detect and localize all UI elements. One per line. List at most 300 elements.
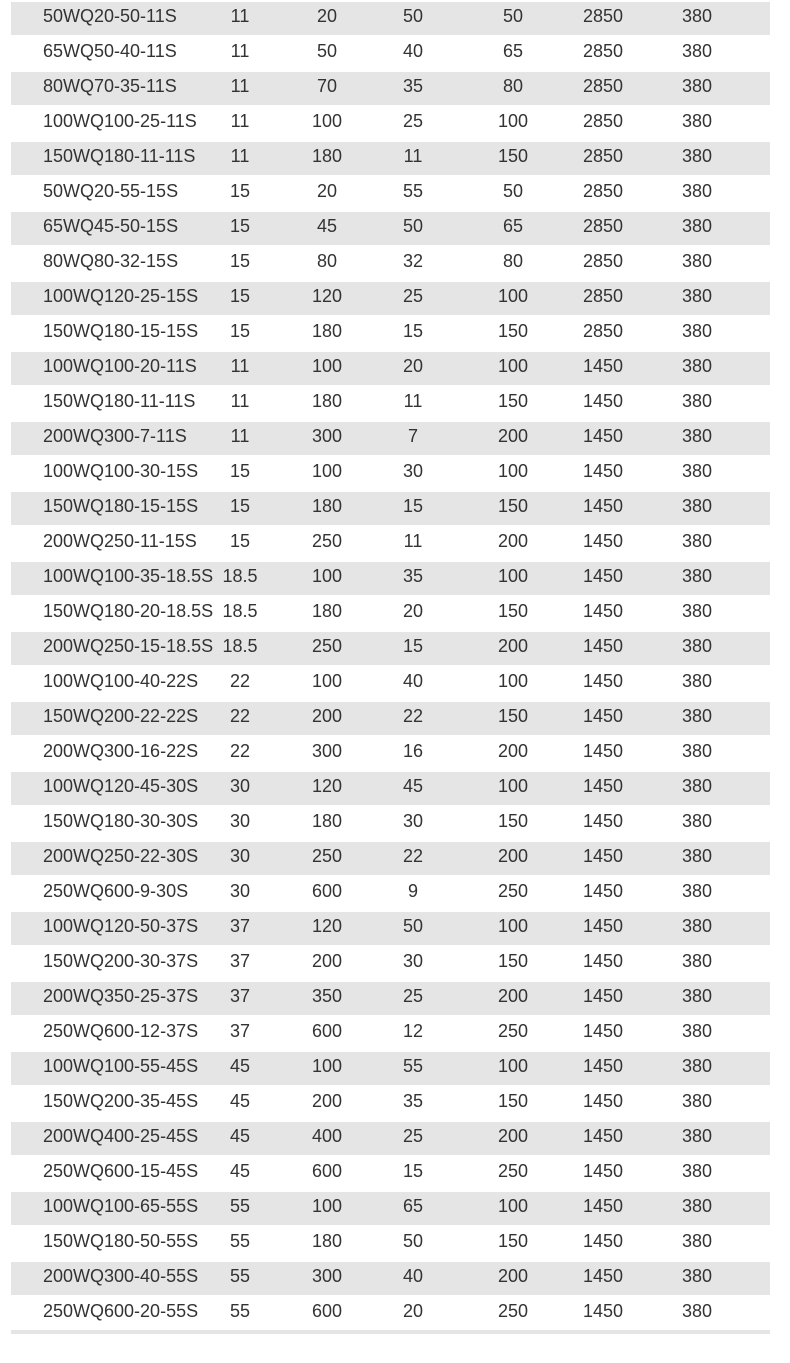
cell-head: 25 bbox=[402, 986, 424, 1006]
table-row bbox=[11, 735, 770, 770]
cell-diameter: 65 bbox=[502, 216, 524, 236]
cell-voltage: 380 bbox=[681, 1091, 713, 1111]
cell-speed: 1450 bbox=[582, 636, 624, 656]
cell-voltage: 380 bbox=[681, 76, 713, 96]
cell-head: 11 bbox=[403, 391, 423, 411]
cell-power: 15 bbox=[229, 461, 251, 481]
cell-speed: 1450 bbox=[582, 1091, 624, 1111]
cell-head: 15 bbox=[402, 636, 424, 656]
cell-voltage: 380 bbox=[681, 1056, 713, 1076]
cell-flow: 180 bbox=[311, 391, 343, 411]
cell-model: 200WQ300-40-55S bbox=[43, 1266, 199, 1286]
cell-speed: 1450 bbox=[582, 1056, 624, 1076]
cell-diameter: 100 bbox=[497, 566, 529, 586]
table-row bbox=[11, 105, 770, 140]
cell-model: 100WQ100-55-45S bbox=[43, 1056, 199, 1076]
cell-head: 35 bbox=[402, 566, 424, 586]
cell-flow: 80 bbox=[316, 251, 338, 271]
cell-speed: 1450 bbox=[582, 986, 624, 1006]
cell-voltage: 380 bbox=[681, 1126, 713, 1146]
cell-flow: 100 bbox=[311, 566, 343, 586]
table-row bbox=[11, 315, 770, 350]
cell-model: 100WQ100-20-11S bbox=[43, 356, 197, 376]
cell-head: 65 bbox=[402, 1196, 424, 1216]
cell-head: 50 bbox=[402, 1231, 424, 1251]
cell-speed: 1450 bbox=[582, 846, 624, 866]
cell-model: 150WQ200-35-45S bbox=[43, 1091, 199, 1111]
table-row bbox=[11, 1190, 770, 1225]
cell-speed: 1450 bbox=[582, 1126, 624, 1146]
cell-diameter: 100 bbox=[497, 111, 529, 131]
cell-diameter: 100 bbox=[497, 356, 529, 376]
cell-model: 250WQ600-20-55S bbox=[43, 1301, 199, 1321]
cell-speed: 2850 bbox=[582, 146, 624, 166]
cell-diameter: 80 bbox=[502, 76, 524, 96]
cell-model: 200WQ250-22-30S bbox=[43, 846, 199, 866]
table-row bbox=[11, 595, 770, 630]
cell-model: 80WQ70-35-11S bbox=[43, 76, 177, 96]
cell-voltage: 380 bbox=[681, 496, 713, 516]
table-row bbox=[11, 490, 770, 525]
cell-diameter: 100 bbox=[497, 1056, 529, 1076]
cell-voltage: 380 bbox=[681, 776, 713, 796]
table-row bbox=[11, 560, 770, 595]
cell-head: 22 bbox=[402, 706, 424, 726]
cell-speed: 2850 bbox=[582, 76, 624, 96]
cell-diameter: 200 bbox=[497, 1266, 529, 1286]
cell-power: 15 bbox=[229, 531, 251, 551]
table-row bbox=[11, 420, 770, 455]
cell-flow: 120 bbox=[311, 286, 343, 306]
cell-head: 22 bbox=[402, 846, 424, 866]
cell-flow: 50 bbox=[316, 41, 338, 61]
cell-head: 25 bbox=[402, 286, 424, 306]
cell-model: 65WQ50-40-11S bbox=[43, 41, 177, 61]
cell-head: 35 bbox=[402, 76, 424, 96]
cell-speed: 1450 bbox=[582, 1161, 624, 1181]
cell-diameter: 150 bbox=[497, 321, 529, 341]
cell-head: 9 bbox=[407, 881, 418, 901]
cell-model: 150WQ180-20-18.5S bbox=[43, 601, 214, 621]
cell-flow: 300 bbox=[311, 426, 343, 446]
table-row bbox=[11, 35, 770, 70]
cell-power: 15 bbox=[229, 496, 251, 516]
cell-model: 150WQ200-30-37S bbox=[43, 951, 199, 971]
cell-power: 45 bbox=[229, 1161, 251, 1181]
cell-diameter: 150 bbox=[497, 951, 529, 971]
cell-voltage: 380 bbox=[681, 1301, 713, 1321]
cell-flow: 20 bbox=[316, 6, 338, 26]
table-row bbox=[11, 385, 770, 420]
cell-head: 25 bbox=[402, 111, 424, 131]
cell-speed: 1450 bbox=[582, 1301, 624, 1321]
cell-speed: 1450 bbox=[582, 881, 624, 901]
cell-head: 50 bbox=[402, 216, 424, 236]
cell-diameter: 200 bbox=[497, 426, 529, 446]
cell-diameter: 150 bbox=[497, 706, 529, 726]
cell-model: 100WQ100-65-55S bbox=[43, 1196, 199, 1216]
cell-power: 11 bbox=[230, 41, 250, 61]
cell-diameter: 150 bbox=[497, 1231, 529, 1251]
cell-power: 55 bbox=[229, 1301, 251, 1321]
cell-voltage: 380 bbox=[681, 706, 713, 726]
table-row bbox=[11, 805, 770, 840]
table-row bbox=[11, 1085, 770, 1120]
cell-model: 100WQ100-40-22S bbox=[43, 671, 199, 691]
cell-head: 20 bbox=[402, 1301, 424, 1321]
cell-voltage: 380 bbox=[681, 566, 713, 586]
cell-head: 20 bbox=[402, 356, 424, 376]
cell-diameter: 200 bbox=[497, 986, 529, 1006]
cell-voltage: 380 bbox=[681, 111, 713, 131]
cell-diameter: 65 bbox=[502, 41, 524, 61]
cell-flow: 120 bbox=[311, 916, 343, 936]
cell-speed: 2850 bbox=[582, 321, 624, 341]
cell-model: 250WQ600-15-45S bbox=[43, 1161, 199, 1181]
cell-speed: 1450 bbox=[582, 671, 624, 691]
cell-diameter: 80 bbox=[502, 251, 524, 271]
cell-power: 11 bbox=[230, 146, 250, 166]
cell-power: 22 bbox=[229, 706, 251, 726]
cell-head: 50 bbox=[402, 916, 424, 936]
cell-voltage: 380 bbox=[681, 951, 713, 971]
cell-voltage: 380 bbox=[681, 216, 713, 236]
cell-voltage: 380 bbox=[681, 1196, 713, 1216]
cell-head: 35 bbox=[402, 1091, 424, 1111]
cell-model: 100WQ120-50-37S bbox=[43, 916, 199, 936]
cell-flow: 600 bbox=[311, 1161, 343, 1181]
cell-power: 45 bbox=[229, 1056, 251, 1076]
cell-power: 15 bbox=[229, 321, 251, 341]
cell-diameter: 100 bbox=[497, 461, 529, 481]
cell-flow: 120 bbox=[311, 776, 343, 796]
cell-diameter: 200 bbox=[497, 1126, 529, 1146]
cell-flow: 250 bbox=[311, 846, 343, 866]
cell-diameter: 150 bbox=[497, 811, 529, 831]
table-row bbox=[11, 840, 770, 875]
cell-speed: 1450 bbox=[582, 461, 624, 481]
cell-speed: 1450 bbox=[582, 1196, 624, 1216]
cell-power: 30 bbox=[229, 846, 251, 866]
cell-voltage: 380 bbox=[681, 1231, 713, 1251]
table-row bbox=[11, 70, 770, 105]
cell-speed: 2850 bbox=[582, 251, 624, 271]
cell-model: 150WQ200-22-22S bbox=[43, 706, 199, 726]
cell-diameter: 100 bbox=[497, 776, 529, 796]
cell-power: 18.5 bbox=[222, 601, 258, 621]
cell-power: 11 bbox=[230, 426, 250, 446]
table-row bbox=[11, 245, 770, 280]
cell-model: 80WQ80-32-15S bbox=[43, 251, 179, 271]
cell-diameter: 200 bbox=[497, 846, 529, 866]
table-row bbox=[11, 175, 770, 210]
cell-diameter: 200 bbox=[497, 531, 529, 551]
cell-voltage: 380 bbox=[681, 461, 713, 481]
cell-model: 100WQ100-30-15S bbox=[43, 461, 199, 481]
cell-diameter: 200 bbox=[497, 741, 529, 761]
cell-flow: 200 bbox=[311, 706, 343, 726]
cell-flow: 180 bbox=[311, 811, 343, 831]
cell-voltage: 380 bbox=[681, 1266, 713, 1286]
cell-flow: 100 bbox=[311, 671, 343, 691]
cell-flow: 180 bbox=[311, 496, 343, 516]
cell-voltage: 380 bbox=[681, 671, 713, 691]
cell-power: 30 bbox=[229, 776, 251, 796]
cell-model: 200WQ250-15-18.5S bbox=[43, 636, 214, 656]
cell-model: 100WQ120-25-15S bbox=[43, 286, 199, 306]
cell-model: 250WQ600-12-37S bbox=[43, 1021, 199, 1041]
cell-voltage: 380 bbox=[681, 41, 713, 61]
cell-model: 100WQ120-45-30S bbox=[43, 776, 199, 796]
cell-model: 150WQ180-15-15S bbox=[43, 496, 199, 516]
cell-power: 45 bbox=[229, 1091, 251, 1111]
cell-voltage: 380 bbox=[681, 426, 713, 446]
cell-model: 50WQ20-50-11S bbox=[43, 6, 177, 26]
cell-model: 200WQ300-7-11S bbox=[43, 426, 187, 446]
cell-power: 30 bbox=[229, 881, 251, 901]
cell-flow: 100 bbox=[311, 461, 343, 481]
cell-head: 30 bbox=[402, 461, 424, 481]
table-row bbox=[11, 630, 770, 665]
cell-speed: 1450 bbox=[582, 496, 624, 516]
cell-head: 45 bbox=[402, 776, 424, 796]
cell-speed: 1450 bbox=[582, 916, 624, 936]
cell-voltage: 380 bbox=[681, 146, 713, 166]
cell-head: 40 bbox=[402, 41, 424, 61]
table-row bbox=[11, 1295, 770, 1330]
cell-flow: 300 bbox=[311, 741, 343, 761]
cell-head: 11 bbox=[403, 146, 423, 166]
cell-power: 15 bbox=[229, 181, 251, 201]
cell-model: 150WQ180-50-55S bbox=[43, 1231, 199, 1251]
cell-model: 200WQ250-11-15S bbox=[43, 531, 197, 551]
cell-head: 40 bbox=[402, 671, 424, 691]
cell-flow: 20 bbox=[316, 181, 338, 201]
cell-flow: 600 bbox=[311, 1301, 343, 1321]
cell-speed: 2850 bbox=[582, 111, 624, 131]
cell-model: 65WQ45-50-15S bbox=[43, 216, 179, 236]
cell-speed: 2850 bbox=[582, 286, 624, 306]
cell-head: 15 bbox=[402, 1161, 424, 1181]
table-row bbox=[11, 665, 770, 700]
cell-head: 30 bbox=[402, 951, 424, 971]
cell-diameter: 50 bbox=[502, 181, 524, 201]
cell-voltage: 380 bbox=[681, 286, 713, 306]
cell-voltage: 380 bbox=[681, 1161, 713, 1181]
cell-voltage: 380 bbox=[681, 181, 713, 201]
cell-head: 30 bbox=[402, 811, 424, 831]
cell-voltage: 380 bbox=[681, 916, 713, 936]
cell-flow: 100 bbox=[311, 1056, 343, 1076]
cell-speed: 1450 bbox=[582, 951, 624, 971]
cell-voltage: 380 bbox=[681, 846, 713, 866]
cell-flow: 180 bbox=[311, 601, 343, 621]
table-row bbox=[11, 350, 770, 385]
cell-head: 7 bbox=[407, 426, 418, 446]
cell-diameter: 150 bbox=[497, 1091, 529, 1111]
cell-flow: 180 bbox=[311, 321, 343, 341]
table-row bbox=[11, 910, 770, 945]
cell-speed: 1450 bbox=[582, 811, 624, 831]
table-row bbox=[11, 980, 770, 1015]
table-row bbox=[11, 210, 770, 245]
cell-voltage: 380 bbox=[681, 251, 713, 271]
cell-model: 50WQ20-55-15S bbox=[43, 181, 179, 201]
cell-voltage: 380 bbox=[681, 6, 713, 26]
cell-diameter: 250 bbox=[497, 1021, 529, 1041]
table-row bbox=[11, 945, 770, 980]
cell-speed: 2850 bbox=[582, 6, 624, 26]
cell-flow: 350 bbox=[311, 986, 343, 1006]
cell-speed: 1450 bbox=[582, 1231, 624, 1251]
cell-speed: 1450 bbox=[582, 1266, 624, 1286]
table-row bbox=[11, 1015, 770, 1050]
cell-model: 150WQ180-11-11S bbox=[43, 146, 196, 166]
table-row bbox=[11, 140, 770, 175]
cell-speed: 1450 bbox=[582, 356, 624, 376]
cell-flow: 70 bbox=[316, 76, 338, 96]
pump-spec-table bbox=[11, 0, 770, 1330]
cell-flow: 100 bbox=[311, 1196, 343, 1216]
table-row bbox=[11, 1050, 770, 1085]
cell-head: 50 bbox=[402, 6, 424, 26]
cell-power: 15 bbox=[229, 286, 251, 306]
cell-flow: 600 bbox=[311, 881, 343, 901]
cell-head: 11 bbox=[403, 531, 423, 551]
cell-voltage: 380 bbox=[681, 881, 713, 901]
cell-flow: 250 bbox=[311, 531, 343, 551]
cell-head: 25 bbox=[402, 1126, 424, 1146]
table-row bbox=[11, 875, 770, 910]
cell-power: 37 bbox=[229, 986, 251, 1006]
cell-power: 11 bbox=[230, 356, 250, 376]
cell-head: 16 bbox=[402, 741, 424, 761]
table-row bbox=[11, 1225, 770, 1260]
table-row bbox=[11, 770, 770, 805]
cell-speed: 1450 bbox=[582, 426, 624, 446]
table-bottom-rule bbox=[11, 1330, 770, 1334]
cell-head: 12 bbox=[402, 1021, 424, 1041]
cell-head: 32 bbox=[402, 251, 424, 271]
cell-speed: 1450 bbox=[582, 391, 624, 411]
cell-voltage: 380 bbox=[681, 1021, 713, 1041]
cell-model: 250WQ600-9-30S bbox=[43, 881, 189, 901]
table-row bbox=[11, 455, 770, 490]
cell-speed: 1450 bbox=[582, 1021, 624, 1041]
cell-model: 100WQ100-35-18.5S bbox=[43, 566, 214, 586]
cell-power: 37 bbox=[229, 951, 251, 971]
cell-power: 37 bbox=[229, 1021, 251, 1041]
cell-power: 45 bbox=[229, 1126, 251, 1146]
cell-head: 20 bbox=[402, 601, 424, 621]
cell-diameter: 100 bbox=[497, 286, 529, 306]
cell-model: 200WQ400-25-45S bbox=[43, 1126, 199, 1146]
cell-power: 55 bbox=[229, 1196, 251, 1216]
cell-diameter: 150 bbox=[497, 496, 529, 516]
cell-power: 11 bbox=[230, 111, 250, 131]
cell-speed: 1450 bbox=[582, 776, 624, 796]
cell-voltage: 380 bbox=[681, 321, 713, 341]
cell-flow: 200 bbox=[311, 1091, 343, 1111]
cell-speed: 2850 bbox=[582, 181, 624, 201]
cell-speed: 1450 bbox=[582, 531, 624, 551]
cell-flow: 100 bbox=[311, 111, 343, 131]
cell-power: 15 bbox=[229, 251, 251, 271]
table-row bbox=[11, 525, 770, 560]
cell-head: 55 bbox=[402, 1056, 424, 1076]
cell-diameter: 100 bbox=[497, 1196, 529, 1216]
cell-power: 15 bbox=[229, 216, 251, 236]
table-row bbox=[11, 0, 770, 35]
cell-power: 11 bbox=[230, 391, 250, 411]
cell-head: 15 bbox=[402, 321, 424, 341]
cell-power: 18.5 bbox=[222, 636, 258, 656]
cell-flow: 180 bbox=[311, 1231, 343, 1251]
cell-power: 18.5 bbox=[222, 566, 258, 586]
cell-power: 55 bbox=[229, 1266, 251, 1286]
cell-speed: 1450 bbox=[582, 706, 624, 726]
cell-model: 150WQ180-15-15S bbox=[43, 321, 199, 341]
cell-power: 55 bbox=[229, 1231, 251, 1251]
cell-diameter: 150 bbox=[497, 146, 529, 166]
cell-flow: 180 bbox=[311, 146, 343, 166]
cell-model: 150WQ180-11-11S bbox=[43, 391, 196, 411]
cell-voltage: 380 bbox=[681, 356, 713, 376]
cell-voltage: 380 bbox=[681, 531, 713, 551]
cell-diameter: 250 bbox=[497, 1301, 529, 1321]
cell-diameter: 150 bbox=[497, 601, 529, 621]
cell-model: 150WQ180-30-30S bbox=[43, 811, 199, 831]
cell-flow: 400 bbox=[311, 1126, 343, 1146]
cell-power: 11 bbox=[230, 6, 250, 26]
cell-diameter: 100 bbox=[497, 916, 529, 936]
cell-flow: 300 bbox=[311, 1266, 343, 1286]
cell-voltage: 380 bbox=[681, 741, 713, 761]
cell-speed: 1450 bbox=[582, 566, 624, 586]
table-row bbox=[11, 700, 770, 735]
cell-voltage: 380 bbox=[681, 391, 713, 411]
cell-voltage: 380 bbox=[681, 986, 713, 1006]
cell-head: 15 bbox=[402, 496, 424, 516]
cell-power: 30 bbox=[229, 811, 251, 831]
cell-power: 37 bbox=[229, 916, 251, 936]
cell-flow: 250 bbox=[311, 636, 343, 656]
cell-head: 40 bbox=[402, 1266, 424, 1286]
cell-speed: 1450 bbox=[582, 601, 624, 621]
cell-model: 100WQ100-25-11S bbox=[43, 111, 197, 131]
table-row bbox=[11, 1260, 770, 1295]
cell-model: 200WQ300-16-22S bbox=[43, 741, 199, 761]
table-row bbox=[11, 1155, 770, 1190]
cell-speed: 2850 bbox=[582, 41, 624, 61]
cell-diameter: 50 bbox=[502, 6, 524, 26]
cell-flow: 100 bbox=[311, 356, 343, 376]
cell-model: 200WQ350-25-37S bbox=[43, 986, 199, 1006]
cell-voltage: 380 bbox=[681, 811, 713, 831]
cell-power: 22 bbox=[229, 671, 251, 691]
table-row bbox=[11, 1120, 770, 1155]
cell-diameter: 250 bbox=[497, 1161, 529, 1181]
cell-voltage: 380 bbox=[681, 601, 713, 621]
cell-voltage: 380 bbox=[681, 636, 713, 656]
cell-power: 11 bbox=[230, 76, 250, 96]
table-row bbox=[11, 280, 770, 315]
cell-flow: 200 bbox=[311, 951, 343, 971]
cell-diameter: 250 bbox=[497, 881, 529, 901]
cell-diameter: 100 bbox=[497, 671, 529, 691]
cell-diameter: 200 bbox=[497, 636, 529, 656]
cell-speed: 2850 bbox=[582, 216, 624, 236]
